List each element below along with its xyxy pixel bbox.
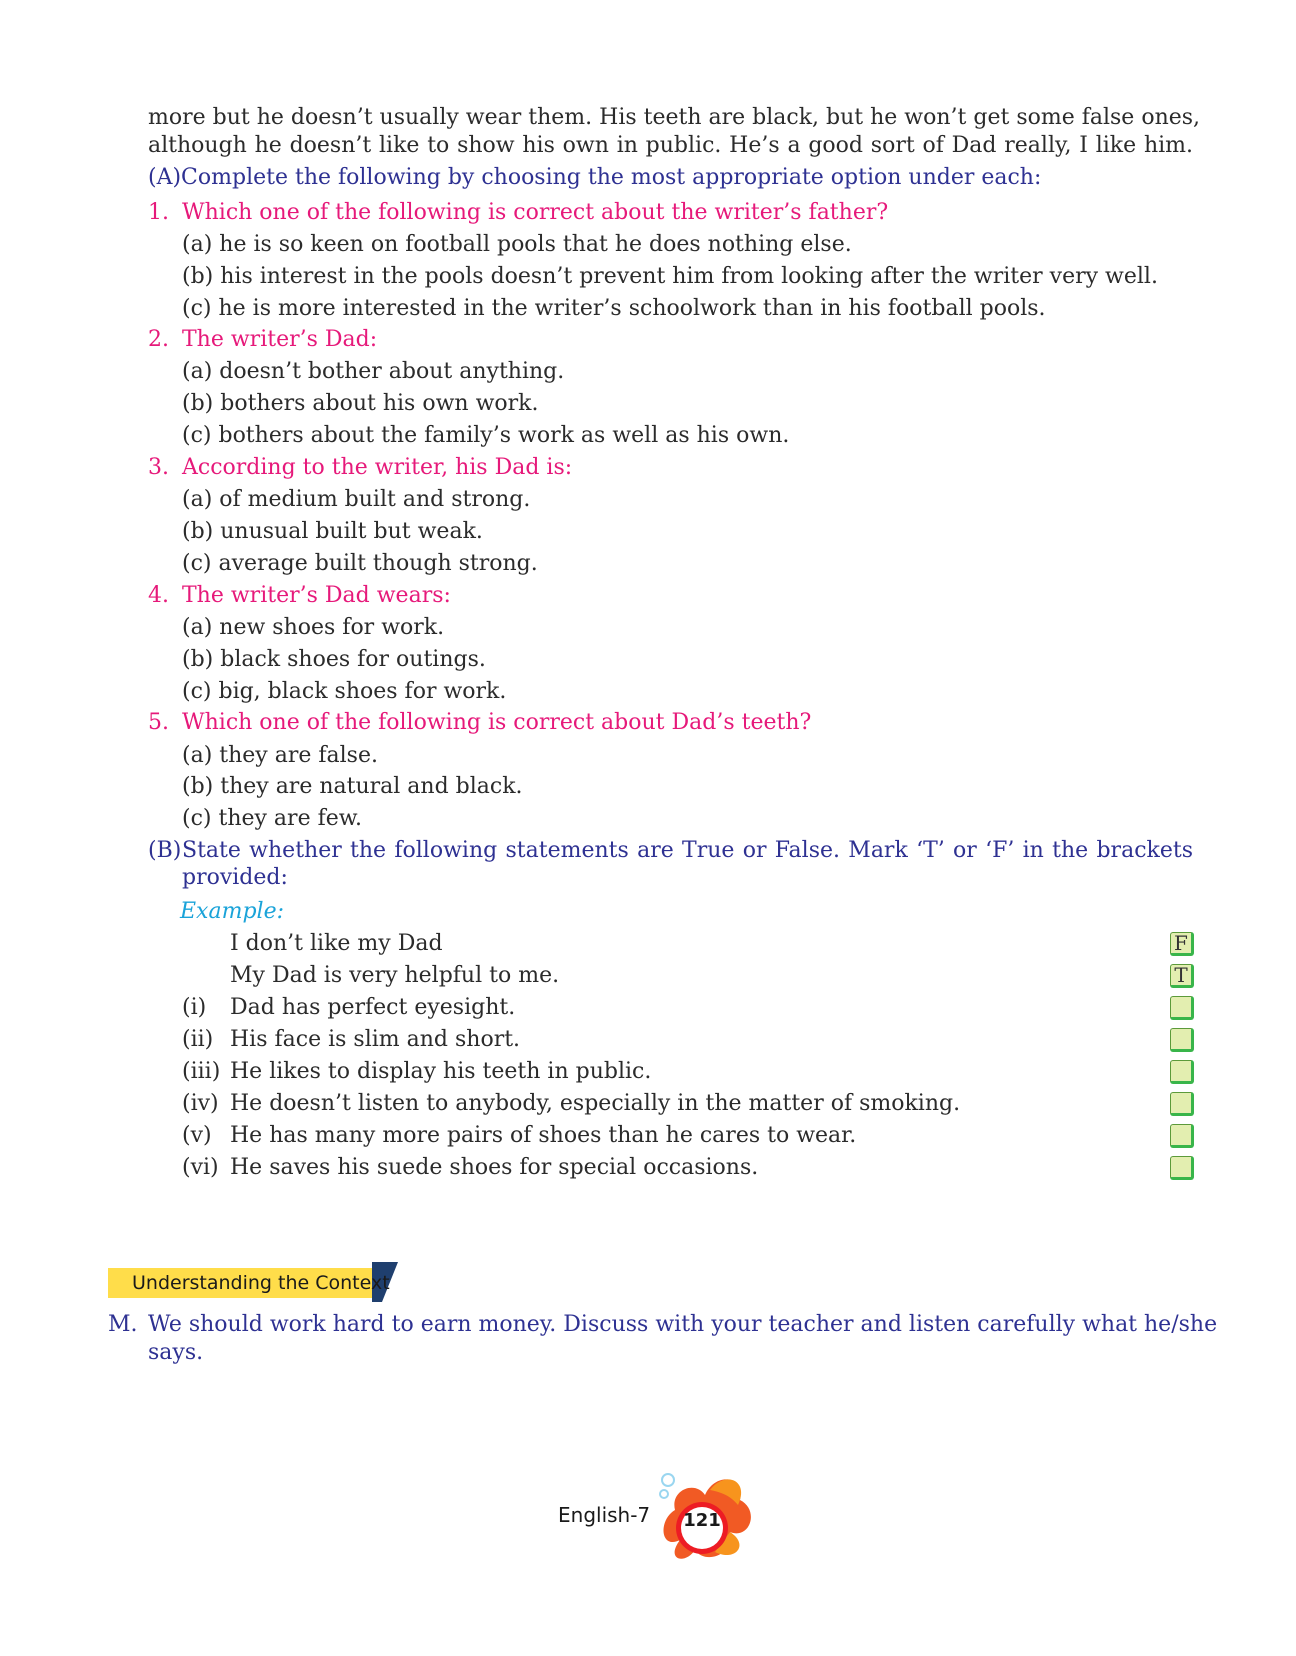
option: (b) black shoes for outings. [182,647,486,672]
section-b-heading-line-1: State whether the following statements are True or False. Mark ‘T’ or ‘F’ in the brackets [182,838,1193,863]
statement-text: His face is slim and short. [230,1027,521,1052]
page-number: 121 [683,1510,721,1531]
statement-text: He has many more pairs of shoes than he cares to wear. [230,1123,857,1148]
statement-number: (vi) [182,1155,219,1180]
intro-line-2: although he doesn’t like to show his own in public. He’s a good sort of Dad really, I like him. [148,133,1193,158]
statement-number: (iv) [182,1091,219,1116]
section-b-label: (B) [148,838,182,863]
option: (c) he is more interested in the writer’s schoolwork than in his football pools. [182,296,1046,321]
section-a-heading: (A)Complete the following by choosing the most appropriate option under each: [148,165,1042,190]
answer-box[interactable] [1170,1124,1194,1148]
section-banner-label: Understanding the Context [132,1272,390,1294]
question-text: The writer’s Dad wears: [182,583,451,608]
example-statement: My Dad is very helpful to me. [230,963,560,988]
option: (b) his interest in the pools doesn’t prevent him from looking after the writer very well. [182,264,1158,289]
example-label: Example: [180,899,284,924]
question-number: 4. [148,583,169,608]
question-number: 3. [148,455,169,480]
task-line-2: says. [148,1340,204,1365]
answer-box[interactable] [1170,1028,1194,1052]
question-text: Which one of the following is correct about the writer’s father? [182,200,889,225]
option: (c) average built though strong. [182,551,538,576]
task-line-1: We should work hard to earn money. Discuss with your teacher and listen carefully what he/she [148,1312,1218,1337]
option: (c) big, black shoes for work. [182,679,507,704]
example-statement: I don’t like my Dad [230,931,443,956]
answer-box: F [1170,932,1194,956]
answer-box[interactable] [1170,1156,1194,1180]
section-b-heading-line-2: provided: [182,865,288,890]
option: (a) new shoes for work. [182,615,445,640]
option: (a) doesn’t bother about anything. [182,359,565,384]
option: (b) bothers about his own work. [182,391,539,416]
statement-number: (iii) [182,1059,221,1084]
option: (a) of medium built and strong. [182,487,531,512]
answer-box: T [1170,964,1194,988]
statement-number: (v) [182,1123,212,1148]
statement-text: He likes to display his teeth in public. [230,1059,652,1084]
statement-text: Dad has perfect eyesight. [230,995,516,1020]
answer-box[interactable] [1170,996,1194,1020]
task-label: M. [108,1312,138,1337]
option: (a) he is so keen on football pools that he does nothing else. [182,232,852,257]
statement-number: (i) [182,995,207,1020]
statement-text: He doesn’t listen to anybody, especially in the matter of smoking. [230,1091,961,1116]
option: (c) bothers about the family’s work as well as his own. [182,423,790,448]
statement-text: He saves his suede shoes for special occasions. [230,1155,759,1180]
question-text: The writer’s Dad: [182,327,378,352]
option: (a) they are false. [182,743,378,768]
question-number: 5. [148,710,169,735]
question-text: According to the writer, his Dad is: [182,455,573,480]
answer-box[interactable] [1170,1092,1194,1116]
statement-number: (ii) [182,1027,214,1052]
question-number: 1. [148,200,169,225]
option: (b) they are natural and black. [182,774,523,799]
question-text: Which one of the following is correct about Dad’s teeth? [182,710,812,735]
option: (c) they are few. [182,806,362,831]
intro-line-1: more but he doesn’t usually wear them. His teeth are black, but he won’t get some false ones, [148,105,1201,130]
option: (b) unusual built but weak. [182,519,483,544]
answer-box[interactable] [1170,1060,1194,1084]
question-number: 2. [148,327,169,352]
book-title: English-7 [558,1503,651,1527]
